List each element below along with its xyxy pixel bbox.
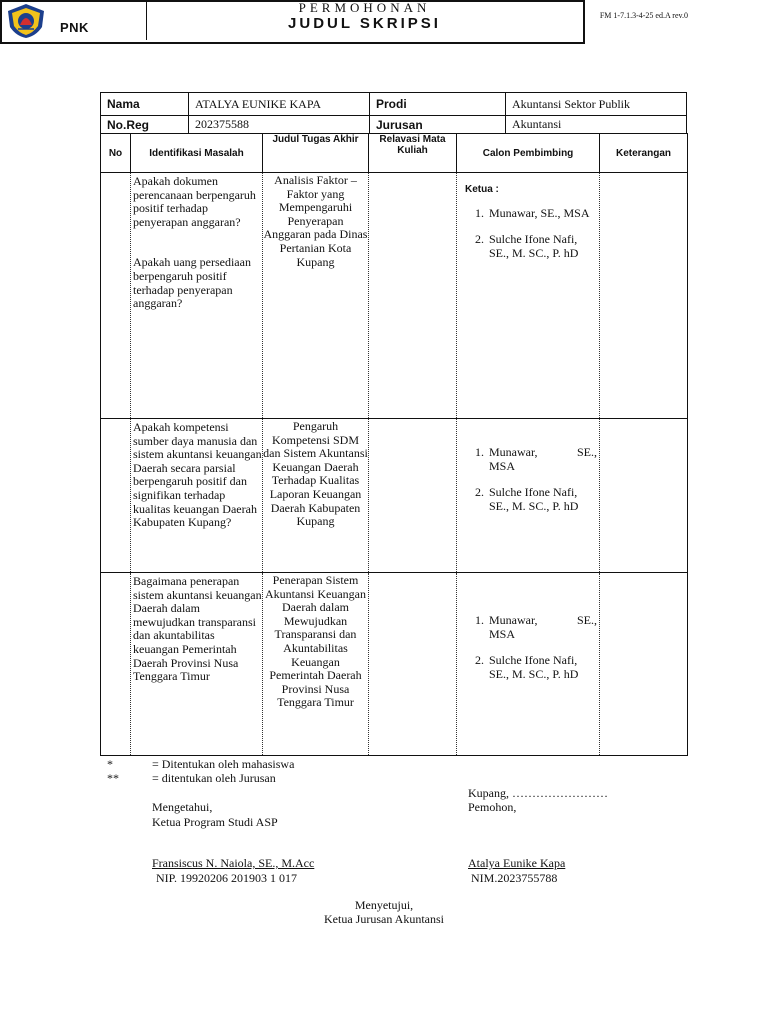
issue-cell xyxy=(131,173,263,419)
thesis-proposal-table xyxy=(100,133,688,756)
kaprodi-nip: NIP. 19920206 201903 1 017 xyxy=(156,871,298,885)
table-row xyxy=(101,419,688,573)
col-header-judul: Judul Tugas Akhir xyxy=(263,134,369,173)
pembimbing-cell xyxy=(457,573,600,756)
pembimbing-cell xyxy=(457,173,600,419)
document-title-line2: JUDUL SKRIPSI xyxy=(288,15,441,32)
note-mark-2: ** xyxy=(107,771,119,785)
ketua-label: Ketua : xyxy=(465,184,499,195)
pembimbing-list xyxy=(457,614,599,681)
noreg-label: No.Reg xyxy=(101,116,189,134)
col-header-pembimbing: Calon Pembimbing xyxy=(457,134,600,173)
col-header-identifikasi: Identifikasi Masalah xyxy=(131,134,263,173)
relevansi-cell xyxy=(369,573,457,756)
pembimbing-item: 2. Sulche Ifone Nafi, SE., M. SC., P. hD xyxy=(487,233,599,260)
issue-text: Apakah dokumen perencanaan berpengaruh positif terhadap penyerapan anggaran? xyxy=(133,174,256,229)
place-date: Kupang, …………………… xyxy=(468,786,608,800)
note-text-2: = ditentukan oleh Jurusan xyxy=(152,771,276,785)
prodi-value: Akuntansi Sektor Publik xyxy=(506,93,687,116)
info-row-nama xyxy=(101,93,687,116)
pembimbing-degree2: MSA xyxy=(489,626,516,641)
table-row xyxy=(101,173,688,419)
prodi-label: Prodi xyxy=(370,93,506,116)
pembimbing-item: 2. Sulche Ifone Nafi, SE., M. SC., P. hD xyxy=(487,654,597,681)
row-no xyxy=(101,173,131,419)
table-header-row xyxy=(101,134,688,173)
pembimbing-name: 1. Munawar, xyxy=(489,445,538,459)
note-text-1: = Ditentukan oleh mahasiswa xyxy=(152,757,295,771)
col-header-no: No xyxy=(101,134,131,173)
pemohon-nim: NIM.2023755788 xyxy=(471,871,558,885)
note-mark-1: * xyxy=(107,757,113,771)
row-no xyxy=(101,419,131,573)
info-row-noreg xyxy=(101,116,687,134)
pembimbing-degree: SE., xyxy=(576,445,597,459)
pemohon-label: Pemohon, xyxy=(468,800,517,814)
row-no xyxy=(101,573,131,756)
pembimbing-name: 1. Munawar, xyxy=(489,613,538,627)
jurusan-label: Jurusan xyxy=(370,116,506,134)
pembimbing-degree2: MSA xyxy=(489,458,516,473)
pembimbing-list xyxy=(457,207,599,261)
pembimbing-item xyxy=(487,614,597,641)
logo-cell xyxy=(0,0,147,40)
form-code: FM 1-7.1.3-4-25 ed.A rev.0 xyxy=(599,11,688,20)
kajur-title: Ketua Jurusan Akuntansi xyxy=(324,912,444,926)
relevansi-cell xyxy=(369,173,457,419)
issue-cell: Bagaimana penerapan sistem akuntansi keuangan Daerah dalam mewujudkan transparansi dan akuntabilitas keuangan Pemerintah Daerah Provinsi Nusa Tenggara Timur xyxy=(131,573,263,756)
institution-abbrev: PNK xyxy=(60,20,89,35)
pembimbing-cell xyxy=(457,419,600,573)
pembimbing-item: 1. Munawar, SE., MSA xyxy=(487,207,599,221)
kaprodi-name: Fransiscus N. Naiola, SE., M.Acc xyxy=(152,856,315,870)
issue-text: Apakah uang persediaan berpengaruh positif terhadap penyerapan anggaran? xyxy=(133,255,251,311)
keterangan-cell xyxy=(600,419,688,573)
judul-cell: Penerapan Sistem Akuntansi Keuangan Daerah dalam Mewujudkan Transparansi dan Akuntabilitas Keuangan Pemerintah Daerah Provinsi Nusa Tenggara Timur xyxy=(263,573,369,756)
pembimbing-item: 2. Sulche Ifone Nafi, SE., M. SC., P. hD xyxy=(487,486,597,513)
student-info-table xyxy=(100,92,687,134)
relevansi-cell xyxy=(369,419,457,573)
noreg-value: 202375588 xyxy=(189,116,370,134)
table-row xyxy=(101,573,688,756)
pembimbing-list xyxy=(457,446,599,513)
issue-cell: Apakah kompetensi sumber daya manusia dan sistem akuntansi keuangan Daerah secara parsial berpengaruh positif dan signifikan terhadap kualitas keuangan Daerah Kabupaten Kupang? xyxy=(131,419,263,573)
pemohon-name: Atalya Eunike Kapa xyxy=(468,856,566,870)
judul-cell: Analisis Faktor – Faktor yang Mempengaruhi Penyerapan Anggaran pada Dinas Pertanian Kota Kupang xyxy=(263,173,369,419)
pembimbing-item xyxy=(487,446,597,473)
keterangan-cell xyxy=(600,573,688,756)
document-title-line1: PERMOHONAN xyxy=(298,0,431,15)
keterangan-cell xyxy=(600,173,688,419)
jurusan-value: Akuntansi xyxy=(506,116,687,134)
document-header xyxy=(0,0,585,44)
nama-label: Nama xyxy=(101,93,189,116)
kaprodi-title: Ketua Program Studi ASP xyxy=(152,815,278,829)
institution-logo-icon xyxy=(6,3,46,39)
col-header-relevansi: Relavasi Mata Kuliah xyxy=(369,134,457,173)
mengetahui-label: Mengetahui, xyxy=(152,800,213,814)
col-header-keterangan: Keterangan xyxy=(600,134,688,173)
nama-value: ATALYA EUNIKE KAPA xyxy=(189,93,370,116)
menyetujui-label: Menyetujui, xyxy=(354,898,414,912)
pembimbing-degree: SE., xyxy=(576,613,597,627)
judul-cell: Pengaruh Kompetensi SDM dan Sistem Akuntansi Keuangan Daerah Terhadap Kualitas Laporan Keuangan Daerah Kabupaten Kupang xyxy=(263,419,369,573)
